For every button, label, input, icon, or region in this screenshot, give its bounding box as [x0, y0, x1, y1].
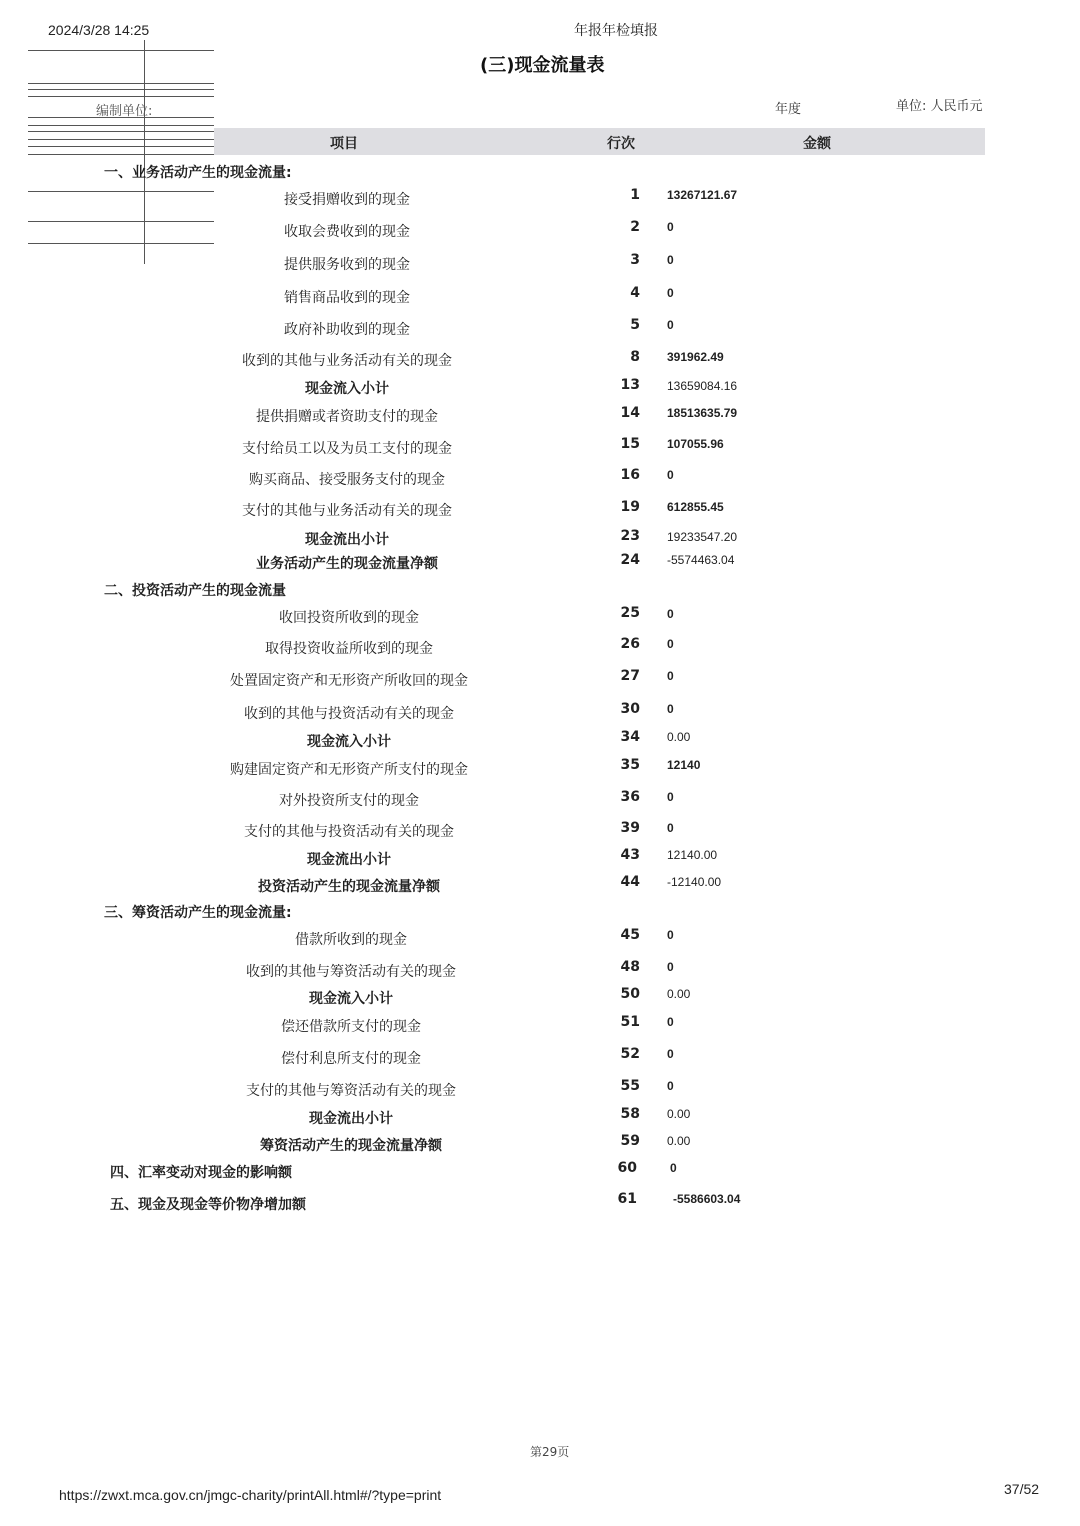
- document-title: (三)现金流量表: [480, 55, 605, 76]
- row-amount: 0: [667, 286, 674, 300]
- row-amount: 0: [667, 220, 674, 234]
- row-amount: 0: [667, 468, 674, 482]
- row-label: 现金流入小计: [305, 381, 389, 397]
- row-line-no: 25: [620, 605, 640, 621]
- row-line-no: 34: [620, 729, 640, 745]
- row-label: 偿付利息所支付的现金: [281, 1051, 421, 1067]
- section-heading-operating: 一、业务活动产生的现金流量:: [104, 165, 292, 181]
- column-header-item: 项目: [330, 136, 358, 152]
- row-label: 四、汇率变动对现金的影响额: [110, 1165, 292, 1181]
- row-line-no: 30: [620, 701, 640, 717]
- row-line-no: 60: [617, 1160, 637, 1176]
- row-line-no: 4: [630, 285, 640, 301]
- row-line-no: 50: [620, 986, 640, 1002]
- row-line-no: 1: [630, 187, 640, 203]
- row-label: 销售商品收到的现金: [284, 290, 410, 306]
- section-heading-investing: 二、投资活动产生的现金流量: [104, 583, 286, 599]
- column-header-amount: 金额: [803, 136, 831, 152]
- row-line-no: 24: [620, 552, 640, 568]
- row-amount: 13659084.16: [667, 379, 738, 393]
- row-line-no: 2: [630, 219, 640, 235]
- row-line-no: 45: [620, 927, 640, 943]
- row-amount: 612855.45: [667, 500, 724, 514]
- row-line-no: 48: [620, 959, 640, 975]
- row-amount: 0: [667, 790, 674, 804]
- row-label: 现金流出小计: [305, 532, 389, 548]
- row-amount: 0: [667, 253, 674, 267]
- row-label: 借款所收到的现金: [295, 932, 407, 948]
- row-label: 筹资活动产生的现金流量净额: [260, 1138, 442, 1154]
- row-label: 政府补助收到的现金: [284, 322, 410, 338]
- row-line-no: 23: [620, 528, 640, 544]
- row-line-no: 14: [620, 405, 640, 421]
- row-line-no: 52: [620, 1046, 640, 1062]
- row-line-no: 13: [620, 377, 640, 393]
- row-amount: 0: [667, 669, 674, 683]
- row-label: 购买商品、接受服务支付的现金: [249, 472, 445, 488]
- row-amount: 0: [670, 1161, 677, 1175]
- row-label: 现金流入小计: [307, 734, 391, 750]
- row-label: 提供服务收到的现金: [284, 257, 410, 273]
- row-line-no: 55: [620, 1078, 640, 1094]
- row-amount: 0: [667, 702, 674, 716]
- row-amount: 0.00: [667, 730, 691, 744]
- row-amount: 0.00: [667, 987, 691, 1001]
- row-label: 收到的其他与投资活动有关的现金: [244, 706, 454, 722]
- row-line-no: 61: [617, 1191, 637, 1207]
- row-amount: 391962.49: [667, 350, 724, 364]
- page-number-label: 第29页: [530, 1445, 570, 1459]
- row-line-no: 15: [620, 436, 640, 452]
- row-line-no: 43: [620, 847, 640, 863]
- row-line-no: 27: [620, 668, 640, 684]
- row-label: 现金流出小计: [309, 1111, 393, 1127]
- row-amount: 18513635.79: [667, 406, 738, 420]
- row-label: 收取会费收到的现金: [284, 224, 410, 240]
- row-label: 购建固定资产和无形资产所支付的现金: [230, 762, 468, 778]
- row-amount: 12140: [667, 758, 701, 772]
- print-header-title: 年报年检填报: [574, 23, 658, 39]
- row-label: 支付的其他与投资活动有关的现金: [244, 824, 454, 840]
- row-amount: 107055.96: [667, 437, 724, 451]
- row-line-no: 36: [620, 789, 640, 805]
- row-amount: 0: [667, 960, 674, 974]
- year-label: 年度: [775, 102, 802, 117]
- row-amount: 0: [667, 1047, 674, 1061]
- row-line-no: 16: [620, 467, 640, 483]
- row-label: 接受捐赠收到的现金: [284, 192, 410, 208]
- row-label: 取得投资收益所收到的现金: [265, 641, 433, 657]
- row-label: 收回投资所收到的现金: [279, 610, 419, 626]
- row-line-no: 51: [620, 1014, 640, 1030]
- section-heading-financing: 三、筹资活动产生的现金流量:: [104, 905, 292, 921]
- row-amount: 19233547.20: [667, 530, 738, 544]
- row-line-no: 26: [620, 636, 640, 652]
- row-line-no: 39: [620, 820, 640, 836]
- row-label: 处置固定资产和无形资产所收回的现金: [230, 673, 468, 689]
- print-datetime: 2024/3/28 14:25: [48, 22, 150, 38]
- row-line-no: 59: [620, 1133, 640, 1149]
- row-label: 业务活动产生的现金流量净额: [256, 556, 438, 572]
- row-amount: 0: [667, 607, 674, 621]
- row-line-no: 3: [630, 252, 640, 268]
- row-label: 支付的其他与业务活动有关的现金: [242, 503, 452, 519]
- preparing-unit-label: 编制单位:: [96, 104, 153, 119]
- row-label: 支付给员工以及为员工支付的现金: [242, 441, 452, 457]
- row-label: 收到的其他与业务活动有关的现金: [242, 353, 452, 369]
- row-amount: -5574463.04: [667, 553, 735, 567]
- row-label: 收到的其他与筹资活动有关的现金: [246, 964, 456, 980]
- row-line-no: 8: [630, 349, 640, 365]
- row-label: 支付的其他与筹资活动有关的现金: [246, 1083, 456, 1099]
- currency-unit-label: 单位: 人民币元: [896, 99, 983, 114]
- row-label: 现金流出小计: [307, 852, 391, 868]
- row-amount: 0: [667, 1015, 674, 1029]
- row-label: 现金流入小计: [309, 991, 393, 1007]
- column-header-line-no: 行次: [607, 136, 635, 152]
- row-label: 五、现金及现金等价物净增加额: [110, 1197, 306, 1213]
- row-amount: 13267121.67: [667, 188, 738, 202]
- row-amount: 0: [667, 318, 674, 332]
- row-amount: 0.00: [667, 1134, 691, 1148]
- row-line-no: 19: [620, 499, 640, 515]
- row-label: 对外投资所支付的现金: [279, 793, 419, 809]
- row-amount: 0: [667, 821, 674, 835]
- row-label: 投资活动产生的现金流量净额: [258, 879, 440, 895]
- row-amount: 0: [667, 637, 674, 651]
- row-line-no: 5: [630, 317, 640, 333]
- row-line-no: 35: [620, 757, 640, 773]
- row-amount: -5586603.04: [673, 1192, 741, 1206]
- row-amount: 0: [667, 1079, 674, 1093]
- row-amount: 12140.00: [667, 848, 718, 862]
- row-amount: 0.00: [667, 1107, 691, 1121]
- print-url: https://zwxt.mca.gov.cn/jmgc-charity/printAll.html#/?type=print: [59, 1487, 442, 1503]
- row-label: 偿还借款所支付的现金: [281, 1019, 421, 1035]
- row-label: 提供捐赠或者资助支付的现金: [256, 409, 438, 425]
- row-amount: 0: [667, 928, 674, 942]
- row-line-no: 58: [620, 1106, 640, 1122]
- row-amount: -12140.00: [667, 875, 722, 889]
- print-page-count: 37/52: [1004, 1481, 1040, 1497]
- row-line-no: 44: [620, 874, 640, 890]
